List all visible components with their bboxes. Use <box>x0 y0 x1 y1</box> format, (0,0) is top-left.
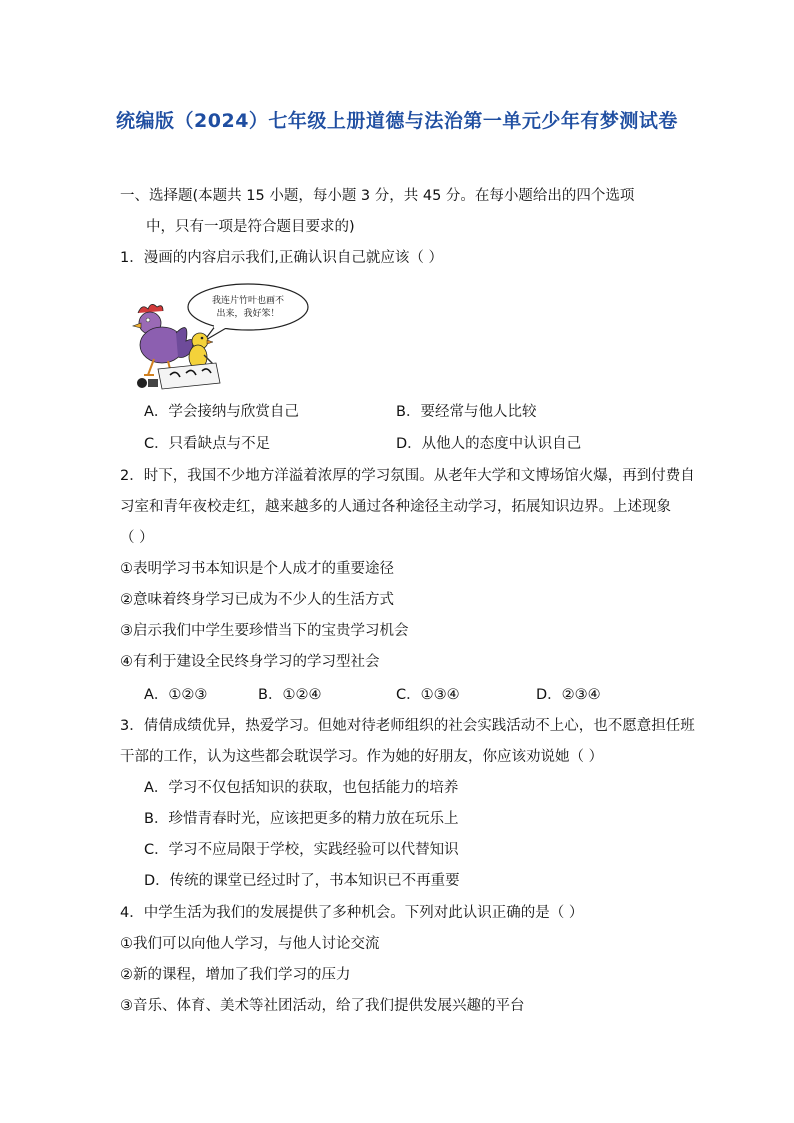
q3-option-b: B．珍惜青春时光，应该把更多的精力放在玩乐上 <box>144 811 459 827</box>
q2-item-1: ①表明学习书本知识是个人成才的重要途径 <box>120 561 394 577</box>
q1-option-a: A．学会接纳与欣赏自己 <box>144 404 299 420</box>
q1-option-c: C．只看缺点与不足 <box>144 436 271 452</box>
q4-item-2: ②新的课程，增加了我们学习的压力 <box>120 967 351 983</box>
q2-option-c: C．①③④ <box>396 687 460 703</box>
exam-title: 统编版（2024）七年级上册道德与法治第一单元少年有梦测试卷 <box>116 110 678 132</box>
q1-option-d: D．从他人的态度中认识自己 <box>396 436 582 452</box>
q4-item-3: ③音乐、体育、美术等社团活动，给了我们提供发展兴趣的平台 <box>120 998 525 1014</box>
q2-stem-line1: 2．时下，我国不少地方洋溢着浓厚的学习氛围。从老年大学和文博场馆火爆，再到付费自 <box>120 468 695 484</box>
bubble-text-line2: 出来，我好笨！ <box>216 309 280 319</box>
q2-option-a: A．①②③ <box>144 687 208 703</box>
q2-stem-line2: 习室和青年夜校走红，越来越多的人通过各种途径主动学习，拓展知识边界。上述现象 <box>120 499 671 515</box>
speech-bubble <box>188 284 308 341</box>
q1-stem: 1．漫画的内容启示我们,正确认识自己就应该（ ） <box>120 250 443 266</box>
q2-stem-line3: （ ） <box>120 530 154 546</box>
bubble-text-line1: 我连片竹叶也画不 <box>211 296 285 306</box>
q4-stem: 4．中学生活为我们的发展提供了多种机会。下列对此认识正确的是（ ） <box>120 905 584 921</box>
q3-option-a: A．学习不仅包括知识的获取，也包括能力的培养 <box>144 780 459 796</box>
q2-item-3: ③启示我们中学生要珍惜当下的宝贵学习机会 <box>120 623 409 639</box>
section-heading-line1: 一、选择题(本题共 15 小题，每小题 3 分，共 45 分。在每小题给出的四个选项 <box>120 188 635 204</box>
q1-option-b: B．要经常与他人比较 <box>396 404 537 420</box>
cartoon-illustration <box>124 283 314 395</box>
q2-option-b: B．①②④ <box>258 687 322 703</box>
q3-option-d: D．传统的课堂已经过时了，书本知识已不再重要 <box>144 873 460 889</box>
q3-option-c: C．学习不应局限于学校，实践经验可以代替知识 <box>144 842 459 858</box>
q4-item-1: ①我们可以向他人学习，与他人讨论交流 <box>120 936 380 952</box>
q2-item-4: ④有利于建设全民终身学习的学习型社会 <box>120 654 380 670</box>
q3-stem-line1: 3．倩倩成绩优异，热爱学习。但她对待老师组织的社会实践活动不上心，也不愿意担任班 <box>120 718 695 734</box>
q2-item-2: ②意味着终身学习已成为不少人的生活方式 <box>120 592 394 608</box>
section-heading-line2: 中，只有一项是符合题目要求的) <box>146 219 355 235</box>
q2-option-d: D．②③④ <box>536 687 601 703</box>
q3-stem-line2: 干部的工作，认为这些都会耽误学习。作为她的好朋友，你应该劝说她（ ） <box>120 749 604 765</box>
